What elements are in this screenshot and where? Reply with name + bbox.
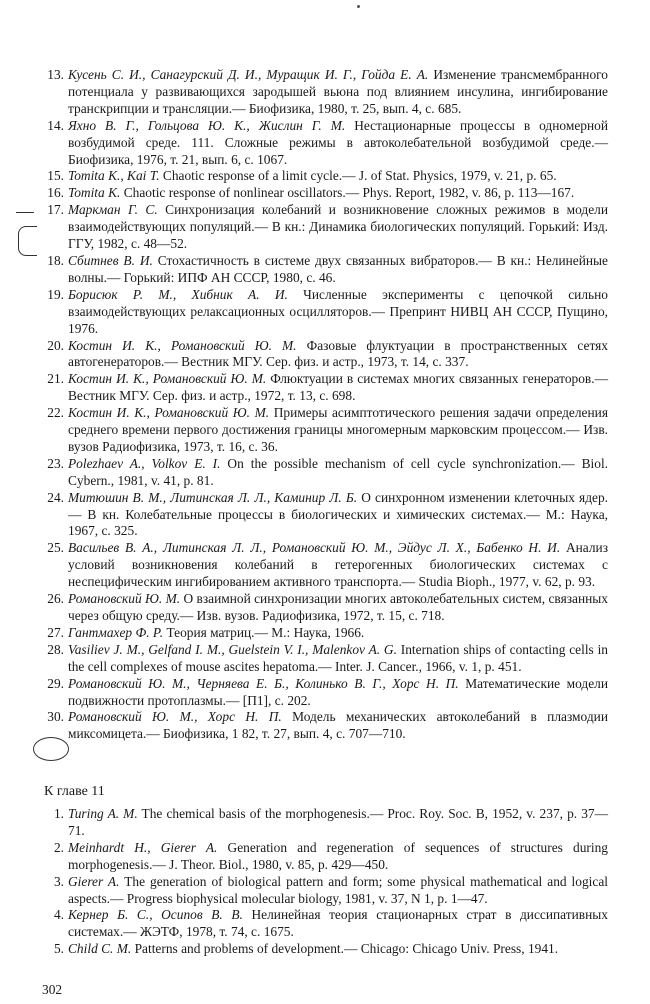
reference-authors: Meinhardt H., Gierer A. bbox=[68, 839, 218, 855]
reference-item bbox=[34, 253, 608, 287]
reference-item bbox=[34, 676, 608, 710]
reference-number: 14. bbox=[47, 117, 64, 133]
reference-text: Численные эксперименты с цепочкой сильно взаимодействующих релаксационных осцилляторов.— Препринт НИВЦ АН СССР, Пущино, 1976. bbox=[68, 286, 608, 336]
reference-text: The generation of biological pattern and form; some physical mathematical and logical aspects.— Progress biophysical molecular biology, 1981, v. 37, N 1, p. 1—47. bbox=[68, 873, 608, 906]
reference-text: Математические модели подвижности протоплазмы.— [П1], с. 202. bbox=[68, 675, 609, 708]
reference-number: 17. bbox=[47, 202, 64, 218]
reference-item bbox=[34, 371, 608, 405]
reference-authors: Tomita K., Kai T. bbox=[68, 168, 160, 184]
reference-item bbox=[34, 287, 608, 338]
reference-number: 1. bbox=[53, 806, 64, 821]
reference-item bbox=[34, 456, 608, 490]
reference-item bbox=[34, 168, 608, 185]
reference-text: Patterns and problems of development.— Chicago: Chicago Univ. Press, 1941. bbox=[131, 941, 559, 957]
reference-number: 28. bbox=[47, 641, 64, 657]
reference-authors: Кернер Б. С., Осипов В. В. bbox=[68, 907, 243, 923]
reference-number: 25. bbox=[47, 540, 64, 556]
page-number: 302 bbox=[42, 982, 63, 997]
reference-number: 22. bbox=[47, 405, 64, 421]
reference-text: О синхронном изменении клеточных ядер.— В кн. Колебательные процессы в биологических и химических системах.— М.: Наука, 1967, с. 325. bbox=[68, 489, 608, 539]
reference-text: Анализ условий возникновения колебаний в гетерогенных биологических системах с неспецифическим ингибированием активного транспорта.— Studia Bioph., 1977, v. 62, p. 93. bbox=[68, 540, 608, 590]
reference-authors: Костин И. К., Романовский Ю. М. bbox=[68, 371, 267, 387]
reference-authors: Маркман Г. С. bbox=[68, 202, 158, 218]
reference-text: Синхронизация колебаний и возникновение сложных режимов в модели взаимодействующих популяций.— В кн.: Динамика биологических популяций. Горький: Изд. ГГУ, 1982, с. 48—52. bbox=[68, 202, 608, 252]
reference-authors: Child C. M. bbox=[68, 941, 132, 957]
reference-item bbox=[34, 642, 608, 676]
reference-number: 2. bbox=[53, 839, 64, 855]
reference-number: 13. bbox=[47, 67, 64, 82]
reference-item bbox=[34, 591, 608, 625]
speck-mark bbox=[357, 5, 360, 8]
reference-item bbox=[34, 874, 608, 908]
reference-item bbox=[34, 118, 608, 169]
reference-authors: Романовский Ю. М., Хорс Н. П. bbox=[68, 709, 282, 725]
reference-authors: Vasiliev J. M., Gelfand I. M., Guelstein V. I., Malenkov A. G. bbox=[68, 641, 397, 657]
reference-item bbox=[34, 840, 608, 874]
reference-item bbox=[34, 907, 608, 941]
reference-item bbox=[34, 540, 608, 591]
reference-number: 26. bbox=[47, 591, 64, 607]
reference-text: Изменение трансмембранного потенциала у развивающихся зародышей вьюна под влиянием инсулина, ингибирование транскрипции и трансляции.— Биофизика, 1980, т. 25, вып. 4, с. 685. bbox=[68, 67, 608, 116]
reference-number: 5. bbox=[53, 941, 64, 957]
reference-number: 21. bbox=[47, 371, 64, 387]
reference-number: 19. bbox=[47, 286, 64, 302]
reference-authors: Костин И. К., Романовский Ю. М. bbox=[68, 337, 297, 353]
reference-text: Примеры асимптотического решения задачи определения среднего времени первого достижения границы многомерным марковским процессом.— Изв. вузов Радиофизика, 1973, т. 16, с. 36. bbox=[68, 405, 608, 454]
reference-text: The chemical basis of the morphogenesis.— Proc. Roy. Soc. B, 1952, v. 237, p. 37—71. bbox=[68, 806, 608, 838]
reference-authors: Борисюк Р. М., Хибник А. И. bbox=[68, 286, 288, 302]
reference-number: 18. bbox=[47, 252, 64, 268]
section-heading: К главе 11 bbox=[44, 784, 105, 799]
reference-text: Флюктуации в системах многих связанных генераторов.— Вестник МГУ. Сер. физ. и астр., 1972, т. 13, с. 698. bbox=[68, 371, 608, 404]
reference-authors: Tomita K. bbox=[68, 185, 121, 201]
reference-number: 30. bbox=[47, 709, 64, 725]
reference-text: Chaotic response of nonlinear oscillators.— Phys. Report, 1982, v. 86, p. 113—167. bbox=[120, 185, 575, 201]
reference-number: 16. bbox=[47, 185, 64, 201]
reference-authors: Гантмахер Ф. Р. bbox=[68, 624, 164, 640]
reference-item bbox=[34, 709, 608, 743]
reference-authors: Сбитнев В. И. bbox=[68, 252, 153, 268]
reference-text: Generation and regeneration of sequences of structures during morphogenesis.— J. Theor. Biol., 1980, v. 85, p. 429—450. bbox=[68, 839, 608, 872]
reference-number: 20. bbox=[47, 337, 64, 353]
reference-authors: Митюшин В. М., Литинская Л. Л., Каминир Л. Б. bbox=[68, 489, 358, 505]
reference-item bbox=[34, 67, 608, 118]
reference-text: On the possible mechanism of cell cycle synchronization.— Biol. Cybern., 1981, v. 41, p. 81. bbox=[68, 455, 609, 488]
reference-text: О взаимной синхронизации многих автоколебательных систем, связанных через общую среду.— Изв. вузов. Радиофизика, 1972, т. 15, с. 718. bbox=[68, 591, 608, 623]
chapter-11-reference-list bbox=[34, 806, 608, 958]
reference-text: Нелинейная теория стационарных страт в диссипативных системах.— ЖЭТФ, 1978, т. 74, с. 1675. bbox=[68, 907, 608, 940]
reference-number: 4. bbox=[53, 907, 64, 923]
reference-item bbox=[34, 185, 608, 202]
reference-item bbox=[34, 405, 608, 456]
reference-text: Модель механических автоколебаний в плазмодии миксомицета.— Биофизика, 1 82, т. 27, вып. 4, с. 707—710. bbox=[68, 709, 608, 742]
reference-number: 29. bbox=[47, 675, 64, 691]
reference-number: 3. bbox=[53, 873, 64, 889]
reference-number: 23. bbox=[47, 455, 64, 471]
reference-item bbox=[34, 941, 608, 958]
reference-authors: Романовский Ю. М. bbox=[68, 591, 181, 607]
reference-text: Нестационарные процессы в одномерной возбудимой среде. 111. Сложные режимы в автоколебательной возбудимой среде.— Биофизика, 1976, т. 21, вып. 6, с. 1067. bbox=[68, 117, 608, 167]
reference-number: 24. bbox=[47, 489, 64, 505]
reference-authors: Gierer A. bbox=[68, 873, 120, 889]
reference-item bbox=[34, 490, 608, 541]
reference-authors: Кусень С. И., Санагурский Д. И., Муращик И. Г., Гойда Е. А. bbox=[68, 67, 429, 82]
reference-authors: Polezhaev A., Volkov E. I. bbox=[68, 455, 221, 471]
pen-dash-mark bbox=[16, 212, 34, 213]
reference-authors: Яхно В. Г., Гольцова Ю. К., Жислин Г. М. bbox=[68, 117, 346, 133]
reference-item bbox=[34, 806, 608, 840]
reference-item bbox=[34, 625, 608, 642]
reference-authors: Романовский Ю. М., Черняева Е. Б., Колинько В. Г., Хорс Н. П. bbox=[68, 675, 459, 691]
reference-text: Фазовые флуктуации в пространственных сетях автогенераторов.— Вестник МГУ. Сер. физ. и астр., 1973, т. 14, с. 337. bbox=[68, 337, 608, 370]
reference-authors: Turing A. M. bbox=[68, 806, 138, 821]
reference-item bbox=[34, 338, 608, 372]
reference-text: Chaotic response of a limit cycle.— J. of Stat. Physics, 1979, v. 21, p. 65. bbox=[159, 168, 557, 184]
reference-item bbox=[34, 202, 608, 253]
reference-text: Теория матриц.— М.: Наука, 1966. bbox=[163, 624, 365, 640]
reference-authors: Костин И. К., Романовский Ю. М. bbox=[68, 405, 270, 421]
reference-authors: Васильев В. А., Литинская Л. Л., Романовский Ю. М., Эйдус Л. Х., Бабенко Н. И. bbox=[68, 540, 561, 556]
reference-number: 15. bbox=[47, 168, 64, 184]
reference-text: Стохастичность в системе двух связанных вибраторов.— В кн.: Нелинейные волны.— Горький: ИПФ АН СССР, 1980, с. 46. bbox=[68, 252, 608, 285]
reference-number: 27. bbox=[47, 624, 64, 640]
reference-text: Internation ships of contacting cells in the cell complexes of mouse ascites hepatoma.— Inter. J. Cancer., 1966, v. 1, p. 451. bbox=[68, 641, 608, 674]
reference-list bbox=[34, 67, 608, 743]
